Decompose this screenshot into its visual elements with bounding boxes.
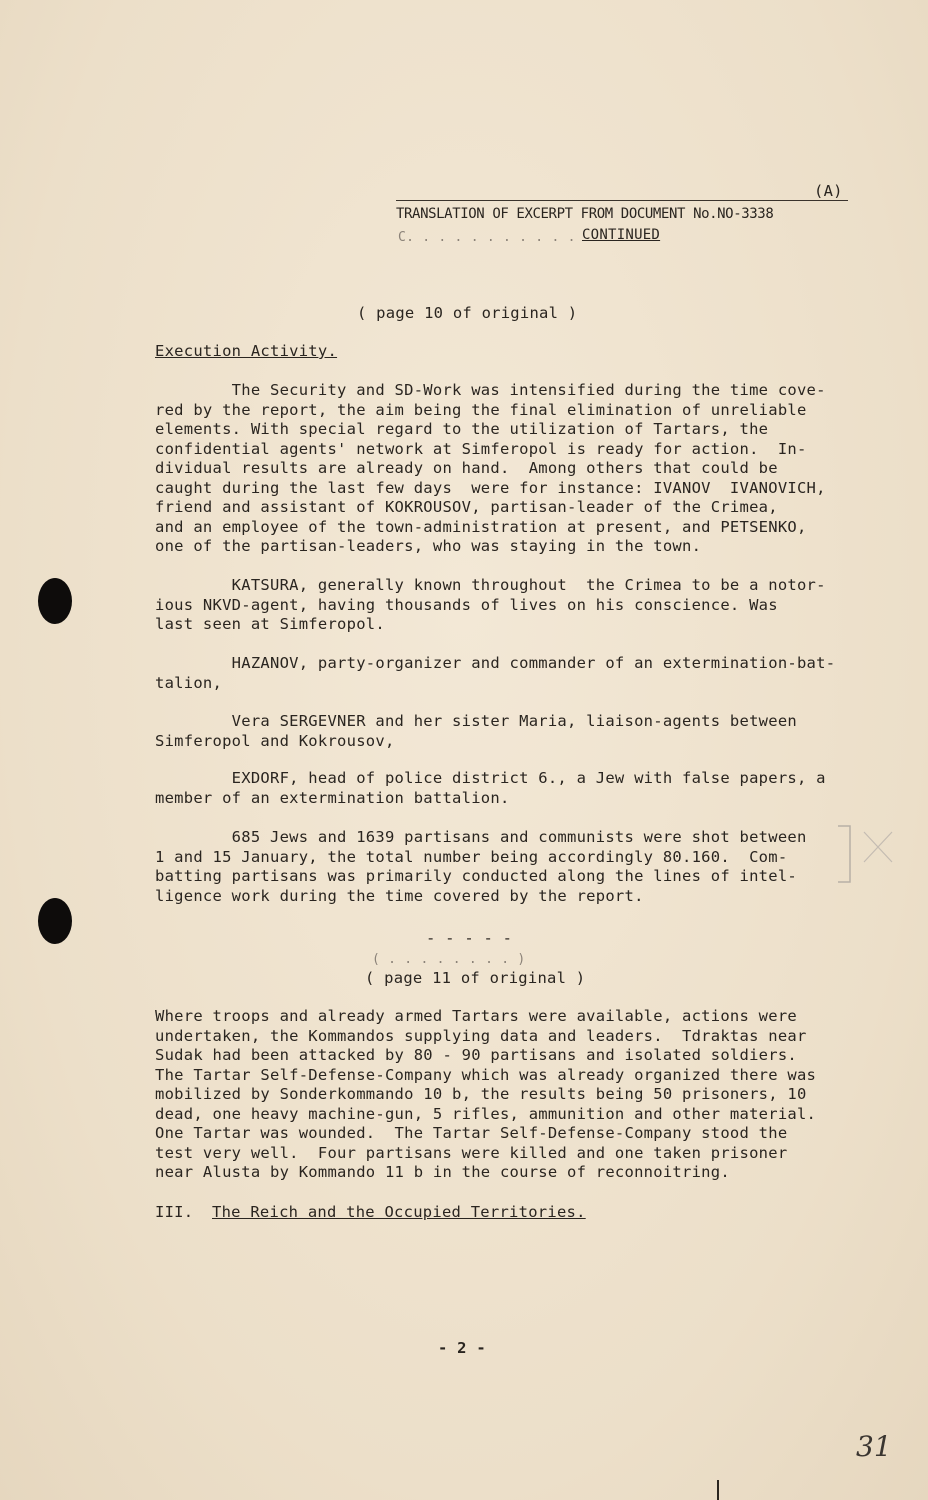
- paragraph-sergevner: Vera SERGEVNER and her sister Maria, liaison-agents between Simferopol and Kokrousov,: [155, 712, 797, 750]
- page-11-label: ( page 11 of original ): [365, 969, 586, 987]
- paragraph-katsura: KATSURA, generally known throughout the Crimea to be a notor- ious NKVD-agent, having thousands of lives on his conscience. Was last seen at Simferopol.: [155, 576, 826, 633]
- faint-overstrike: ( . . . . . . . . ): [372, 952, 526, 967]
- section-3-number: III.: [155, 1203, 194, 1221]
- handwritten-page-number: 31: [856, 1430, 892, 1463]
- paragraph-security-work: The Security and SD-Work was intensified during the time cove- red by the report, the aim being the final elimination of unreliable elements. With special regard to the utilization of Tartars, the confidential agents' network at Simferopol is ready for action. In- dividual results are already on hand. Among others that could be caught during the last few days were for instance: IVANOV IVANOVICH, friend and assistant of KOKROUSOV, partisan-leader of the Crimea, and an employee of the town-administration at present, and PETSENKO, one of the partisan-leaders, who was staying in the town.: [155, 381, 826, 555]
- header-marker: (A): [814, 182, 843, 200]
- paragraph-tartars: Where troops and already armed Tartars were available, actions were undertaken, the Kommandos supplying data and leaders. Tdraktas near Sudak had been attacked by 80 - 90 partisans and isolated soldiers. The Tartar Self-Defense-Company which was already organized there was mobilized by Sonderkommando 10 b, the results being 50 prisoners, 10 dead, one heavy machine-gun, 5 rifles, ammunition and other material. One Tartar was wounded. The Tartar Self-Defense-Company stood the test very well. Four partisans were killed and one taken prisoner near Alusta by Kommando 11 b in the course of reconnoitring.: [155, 1007, 817, 1181]
- paragraph-executions-total: 685 Jews and 1639 partisans and communists were shot between 1 and 15 January, the total number being accordingly 80.160. Com- batting partisans was primarily conducted along the lines of intel- ligence work during the time covered by the report.: [155, 828, 807, 905]
- header-rule: [396, 200, 848, 201]
- header-continued: CONTINUED: [582, 227, 661, 243]
- separator: - - - - -: [426, 929, 513, 947]
- header-title: TRANSLATION OF EXCERPT FROM DOCUMENT No.NO-3338: [396, 206, 774, 222]
- paragraph-hazanov: HAZANOV, party-organizer and commander of an extermination-bat- talion,: [155, 654, 836, 692]
- margin-mark: [828, 822, 898, 888]
- bottom-tick: [717, 1480, 719, 1500]
- section-3-title: The Reich and the Occupied Territories.: [212, 1203, 586, 1221]
- page-10-label: ( page 10 of original ): [357, 304, 578, 322]
- page-number: - 2 -: [438, 1339, 486, 1357]
- paragraph-exdorf: EXDORF, head of police district 6., a Jew with false papers, a member of an extermination battalion.: [155, 769, 826, 807]
- section-heading: Execution Activity.: [155, 342, 338, 360]
- punch-hole-top: [38, 578, 72, 624]
- punch-hole-bottom: [38, 898, 72, 944]
- header-faint-text: C. . . . . . . . . . .: [398, 230, 576, 245]
